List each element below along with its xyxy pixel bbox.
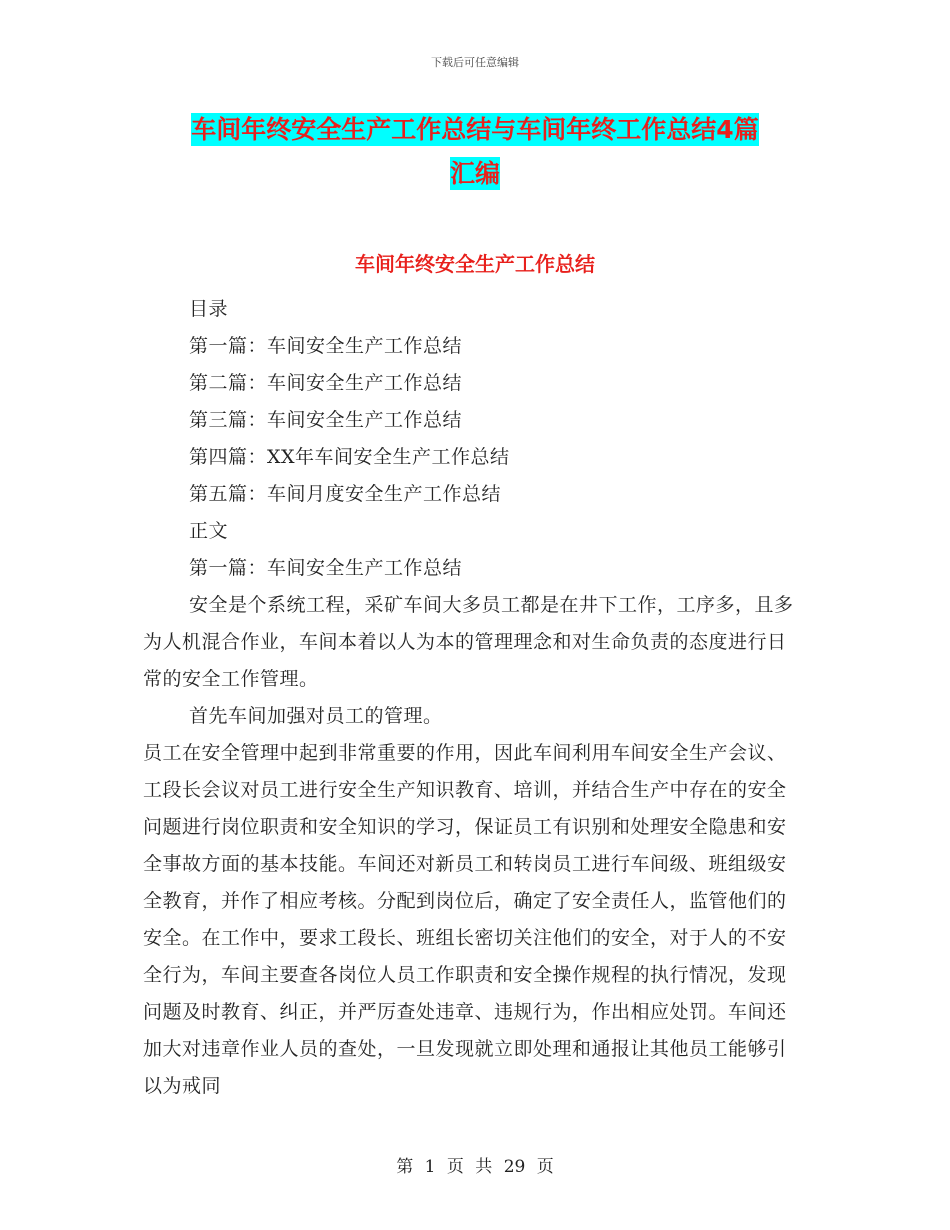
paragraph-3: 员工在安全管理中起到非常重要的作用，因此车间利用车间安全生产会议、工段长会议对员工进行安全生产知识教育、培训，并结合生产中存在的安全问题进行岗位职责和安全知识的学习，保证员工有识别和处理安全隐患和安全事故方面的基本技能。车间还对新员工和转岗员工进行车间级、班组级安全教育，并作了相应考核。分配到岗位后，确定了安全责任人，监管他们的安全。在工作中，要求工段长、班组长密切关注他们的安全，对于人的不安全行为，车间主要查各岗位人员工作职责和安全操作规程的执行情况，发现问题及时教育、纠正，并严厉查处违章、违规行为，作出相应处罚。车间还加大对违章作业人员的查处，一旦发现就立即处理和通报让其他员工能够引以为戒同: [143, 742, 787, 1097]
paragraph-1: 安全是个系统工程，采矿车间大多员工都是在井下工作，工序多，且多为人机混合作业，车间本着以人为本的管理理念和对生命负责的态度进行日常的安全工作管理。: [143, 594, 794, 690]
document-title: [150, 108, 800, 196]
document-body: [143, 291, 798, 1105]
toc-item: 第一篇：车间安全生产工作总结: [189, 335, 463, 357]
chapter-title: 第一篇：车间安全生产工作总结: [189, 557, 463, 579]
header-note: 下载后可任意编辑: [431, 56, 519, 69]
document-title-line2: 汇编: [449, 159, 500, 188]
section-title: 车间年终安全生产工作总结: [355, 252, 595, 276]
toc-item: 第五篇：车间月度安全生产工作总结: [189, 483, 502, 505]
page-number: 第 1 页 共 29 页: [396, 1157, 554, 1177]
toc-item: 第四篇：XX年车间安全生产工作总结: [189, 446, 510, 468]
toc-item: 第三篇：车间安全生产工作总结: [189, 409, 463, 431]
main-heading: 正文: [189, 520, 229, 542]
toc-item: 第二篇：车间安全生产工作总结: [189, 372, 463, 394]
document-title-line1: 车间年终安全生产工作总结与车间年终工作总结4篇: [191, 115, 759, 144]
toc-heading: 目录: [189, 298, 229, 320]
paragraph-2: 首先车间加强对员工的管理。: [189, 705, 443, 727]
